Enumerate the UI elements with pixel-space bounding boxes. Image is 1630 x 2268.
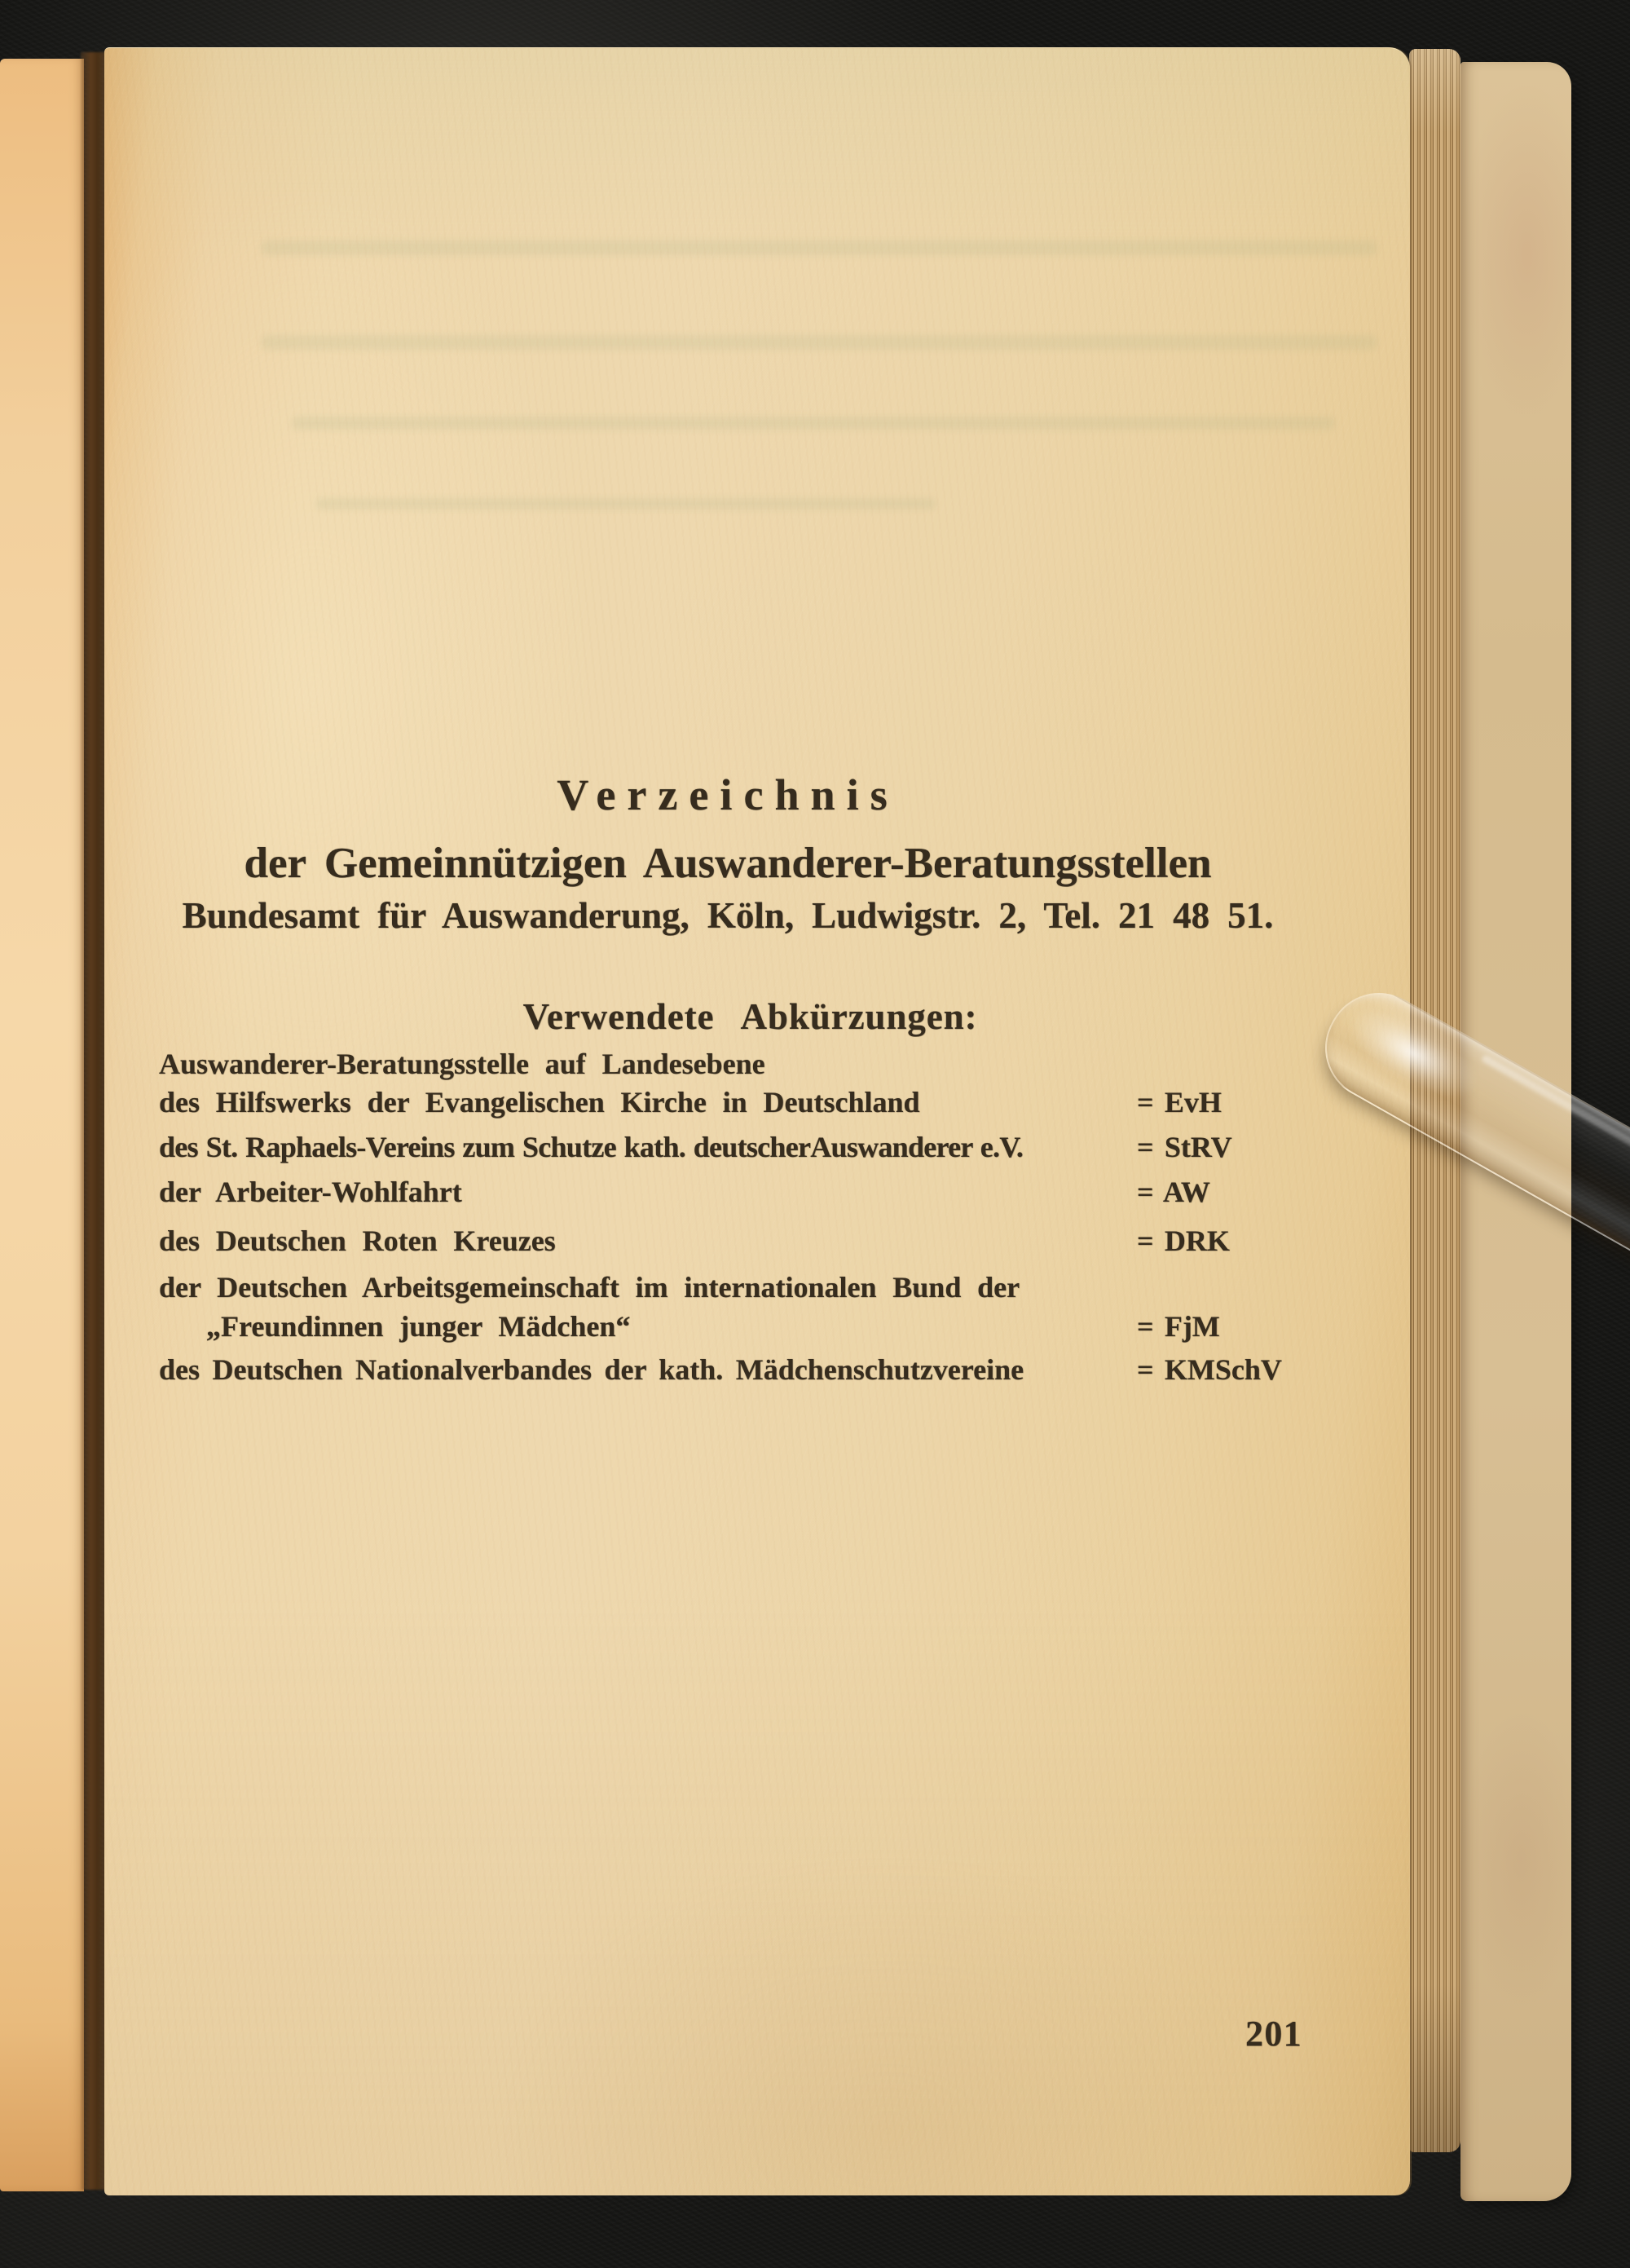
abbreviation-row xyxy=(159,1312,1381,1341)
abbreviation-row xyxy=(159,1226,1381,1255)
abbreviation-row xyxy=(159,1273,1381,1302)
page-subtitle: der Gemeinnützigen Auswanderer-Beratungsstellen xyxy=(244,840,1212,887)
verso-show-through xyxy=(261,335,1377,350)
abbreviation-code: = AW xyxy=(1137,1176,1210,1208)
abbreviation-row xyxy=(159,1132,1381,1162)
abbreviation-row xyxy=(159,1088,1381,1117)
abbreviation-row xyxy=(159,1049,1381,1079)
verso-show-through xyxy=(261,240,1377,255)
abbreviation-code: = DRK xyxy=(1137,1224,1230,1257)
abbreviation-code: = StRV xyxy=(1137,1131,1232,1163)
issuer-line: Bundesamt für Auswanderung, Köln, Ludwigstr. 2, Tel. 21 48 51. xyxy=(182,895,1274,936)
abbreviation-label: des Deutschen Roten Kreuzes xyxy=(159,1224,556,1257)
previous-pages-left-edge xyxy=(0,59,84,2191)
abbreviation-code: = FjM xyxy=(1137,1310,1220,1343)
verso-show-through xyxy=(292,417,1335,430)
page-title: Verzeichnis xyxy=(557,770,899,819)
section-heading: Verwendete Abkürzungen: xyxy=(522,996,978,1037)
book-page xyxy=(104,47,1410,2195)
abbreviation-label: Auswanderer-Beratungsstelle auf Landesebene xyxy=(159,1048,765,1080)
abbreviation-label: des Hilfswerks der Evangelischen Kirche in Deutschland xyxy=(159,1086,920,1119)
abbreviation-row xyxy=(159,1177,1381,1207)
page-number: 201 xyxy=(1245,2014,1302,2054)
abbreviation-label: der Arbeiter-Wohlfahrt xyxy=(159,1176,462,1208)
abbreviation-row xyxy=(159,1355,1381,1384)
abbreviation-label: des St. Raphaels-Vereins zum Schutze kath. deutscherAuswanderer e.V. xyxy=(159,1131,1024,1163)
abbreviation-label: der Deutschen Arbeitsgemeinschaft im internationalen Bund der xyxy=(159,1271,1020,1304)
abbreviation-code: = EvH xyxy=(1137,1086,1222,1119)
verso-show-through xyxy=(316,498,936,510)
abbreviation-label: „Freundinnen junger Mädchen“ xyxy=(206,1310,631,1343)
abbreviation-code: = KMSchV xyxy=(1137,1353,1282,1386)
abbreviation-label: des Deutschen Nationalverbandes der kath. Mädchenschutzvereine xyxy=(159,1353,1024,1386)
